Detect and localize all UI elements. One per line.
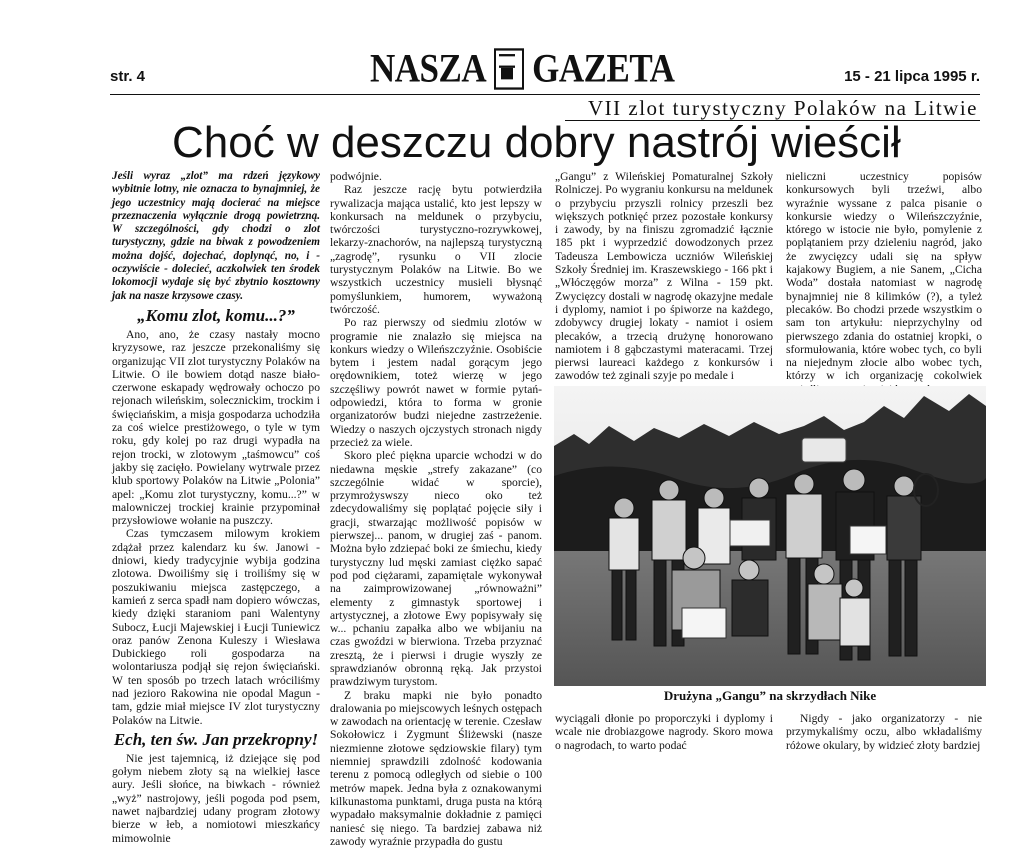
column-2	[330, 170, 542, 848]
issue-date: 15 - 21 lipca 1995 r.	[844, 68, 980, 85]
paragraph: Nie jest tajemnicą, iż dziejące się pod gołym niebem złoty są na wielkiej łasce aury. Jeśli słońce, na biwkach - również „wyż” nastrojowy, jeśli pogoda pod psem, nawet najbardziej udany program złotowy bierze w łeb, a nomiotowi mieszkańcy mimowolnie	[112, 751, 320, 845]
paragraph: Ano, ano, że czasy nastały mocno kryzysowe, raz jeszcze przekonaliśmy się organizując VII zlot turystyczny Polaków na Litwie. O ile bowiem dotąd nasze biało-czerwone eskapady wędrowały ochoczo po rejonach wileńskim, solecznickim, trockim i święciańskim, a misja gospodarza uchodziła za coś wielce prestiżowego, o tyle w tym roku, gdy kolej po raz drugi wypadła na rejon trocki, w zlotowym „taśmowcu” coś jakby się zacięło. Powielany wytrwale przez klub sportowy Polaków na Litwie „Polonia” apel: „Komu zlot turystyczny, komu...?” w malowniczej trockiej krainie przypominał przysłowiowe wołanie na puszczy.	[112, 327, 320, 528]
article-kicker: VII zlot turystyczny Polaków na Litwie	[587, 96, 978, 120]
paragraph: nieliczni uczestnicy popisów konkursowych byli trzeźwi, albo wyraźnie wyssane z palca pisanie o konkursie wiedzy o Wileńszczyźnie, którego w istocie nie było, pomylenie z poplątaniem przy dzieleniu nagród, jako że zwycięzcy udali się na spływ kajakowy Bugiem, a nie Sanem, „Cicha Woda” dostała natomiast w nagrodę bynajmniej nie 8 kilimków (?), a tylеż plecaków. Bo chodzi przede wszystkim o sam ton artykułu: nieprzychylny od pierwszego zdania do ostatniej kropki, o sformułowania, które wobec tych, co byli na niejednym złocie albo wobec tych, którzy w ich organizację cokolwiek	[786, 170, 982, 383]
paragraph: Nigdy - jako organizatorzy - nie przymykaliśmy oczu, albo wkładaliśmy różowe okulary, by widzieć złoty bardziej	[786, 712, 982, 752]
paragraph: Skoro pleć pięknа uparcie wchodzi w do niedawna męskie „strefy zakazane” (co szczególnie widać w sporcie), przymrożyswszy nieco oko też zdecydowaliśmy się poplątać pojęcie siły i gracji, stwarzając możliwość popisów w pierwszej... panom, w drugiej zaś - panom. Można było zdziерać boki ze śmiechu, kiedy turystyczny lud męski zamiast ciężko sapać pod pod ciężarami, zapamiętale wykonywał na zaimprowizowanej „równoważni” elementy z gimnastyk sportowej i artystycznej, a złotowe Ewy popisywały się w... pchaniu zapałka albo we wbijaniu na czas gwoździ w bierwiona. Trzeba przyznać zresztą, że i pierwsi i drugie wyszły ze sprawdzianów obronną ręką. Jak przystoi prawdziwym turystom.	[330, 449, 542, 689]
team-photo	[554, 386, 986, 686]
paragraph: Z braku mapki nie było ponadto dralowania po miejscowych leśnych ostępach w zawodach na orientację w terenie. Czesław Sokołowicz i Zygmunt Śliżewski (nasze niezmienne złotowe sędziowskie filary) tym niemniej sprawdzili zdolność kodowania terenu z pomocą odległych od siebie o 100 metrów mapek. Jedna była z oznakowanymi kilkunastoma punktami, druga pusta na którą wypadało maksymalnie dokładnie z pamięci naniesć się niego. Ta bardziej zabawa niż zawody wyraźnie przypadła do gustu	[330, 688, 542, 848]
section-heading-2: Ech, ten św. Jan przekropny!	[113, 729, 319, 749]
column-4	[786, 170, 982, 396]
masthead	[370, 46, 674, 92]
masthead-left: NASZA	[370, 46, 487, 91]
photo-caption: Drużyna „Gangu” na skrzydłach Nike	[663, 688, 877, 703]
column-1	[112, 170, 320, 845]
page-number: str. 4	[110, 68, 146, 85]
paragraph: Czas tymczasem milowym krokiem zdążał przez kalendarz ku św. Janowi - dniowi, kiedy tradycyjnie wybija godzina zlotowa. Dwoiliśmy się i troiliśmy się w poszukiwaniu miejsca zastępczego, a kamień z serca spadł nam dopiero wówczas, kiedy dzięki staraniom pani Walentyny Subocz, Łucji Majewskiej i Łucji Tuniewicz oraz panów Zenona Kuleszy i Wiesława Dubickiego roli gospodarza na wolontariusza podjął się rejon święciański. W ten sposób po trzech latach wróciliśmy nad jezioro Rakowina nie opodal Magun - tam, gdzie miał miejsce IV zlot turystyczny Polaków na Litwie.	[112, 527, 320, 727]
masthead-right: GAZETA	[532, 46, 675, 91]
column-3	[555, 170, 773, 383]
section-heading-1: „Komu zlot, komu...?”	[137, 305, 295, 325]
article-title: Choć w deszczu dobry nastrój wieścił	[172, 118, 901, 167]
team-photo-image	[554, 386, 986, 686]
paragraph: Raz jeszcze rację bytu potwierdziła rywalizacja mająca ustalić, kto jest lepszy w konkursach na meldunek o przybyciu, twórczości turystyczno-rozrywkowej, lekarzy-znachorów, na najlepszą turystyczną „zagrodę”, rysunku o VII zlocie turystycznym Polaków na Litwie. Bo we wszystkich uczestnicy musieli błysnąć pomyślunkiem, humorem, wyważoną twórczość.	[330, 183, 542, 316]
coat-of-arms-icon	[494, 48, 524, 89]
article-lead: Jeśli wyraz „zlot” ma rdzeń językowy wybitnie lotny, nie oznacza to bynajmniej, że jego uczestnicy mają docierać na miejsce przeznaczenia wyłącznie drogą powietrzną. W szczególności, gdy chodzi o zlot turystyczny, gdzie na biwak z powodzeniem można dojść, dojechać, doplynąć, no, i - oczywiście - dolecieć, aczkolwiek ten środek lokomocji wydaje się być zbytnio kosztowny jak na nasze krzysowe czasy.	[112, 170, 320, 302]
header-rule	[110, 94, 980, 95]
paragraph: wyciągali dłonie po proporczyki i dyplomy i wcale nie drobiazgowe nagrody. Skoro mowa o nagrodach, to warto podać	[555, 712, 773, 752]
paragraph: „Gangu” z Wileńskiej Pomaturalnej Szkoły Rolniczej. Po wygraniu konkursu na meldunek o przybyciu przyszli rolnicy przeszli bez większych potknięć przez pozostałe konkursy i zawody, by na finiszu zgromadzić łącznie 185 pkt i wyprzedzić dowodzonych przez Tadeusza Lembowicza uczniów Wileńskiej Szkoły Średniej im. Kraszewskiego - 166 pkt i „Włóczęgów morza” z Wilna - 159 pkt. Zwycięzcy dostali w nagrodę okazyjne medale i dyplomy, namiot i po śpiworze na każdego, zdobywcy drugiej lokaty - namiot i osiem plecaków, a trzecią drużynę honorowano namiotem i 8 gąbczastymi materacami. Trzej pierwsi laureaci każdego z konkursów i zawodów też zginali szyje po medale i	[555, 170, 773, 383]
paragraph: Po raz pierwszy od siedmiu zlotów w programie nie znalazło się miejsca na konkurs wiedzy o Wileńszczyźnie. Osobiście bytem i jestem nadal gorącym jego orędownikiem, toteż wierzę w jego szczęśliwy powrót nawet w formie pytań-odpowiedzi, która to forma w gronie organizatorów budzi niejedne zastrzeżenie. Wiedzy o naszych ojczystych stronach nigdy przecież za wiele.	[330, 316, 542, 449]
paragraph: podwójnie.	[330, 170, 382, 183]
